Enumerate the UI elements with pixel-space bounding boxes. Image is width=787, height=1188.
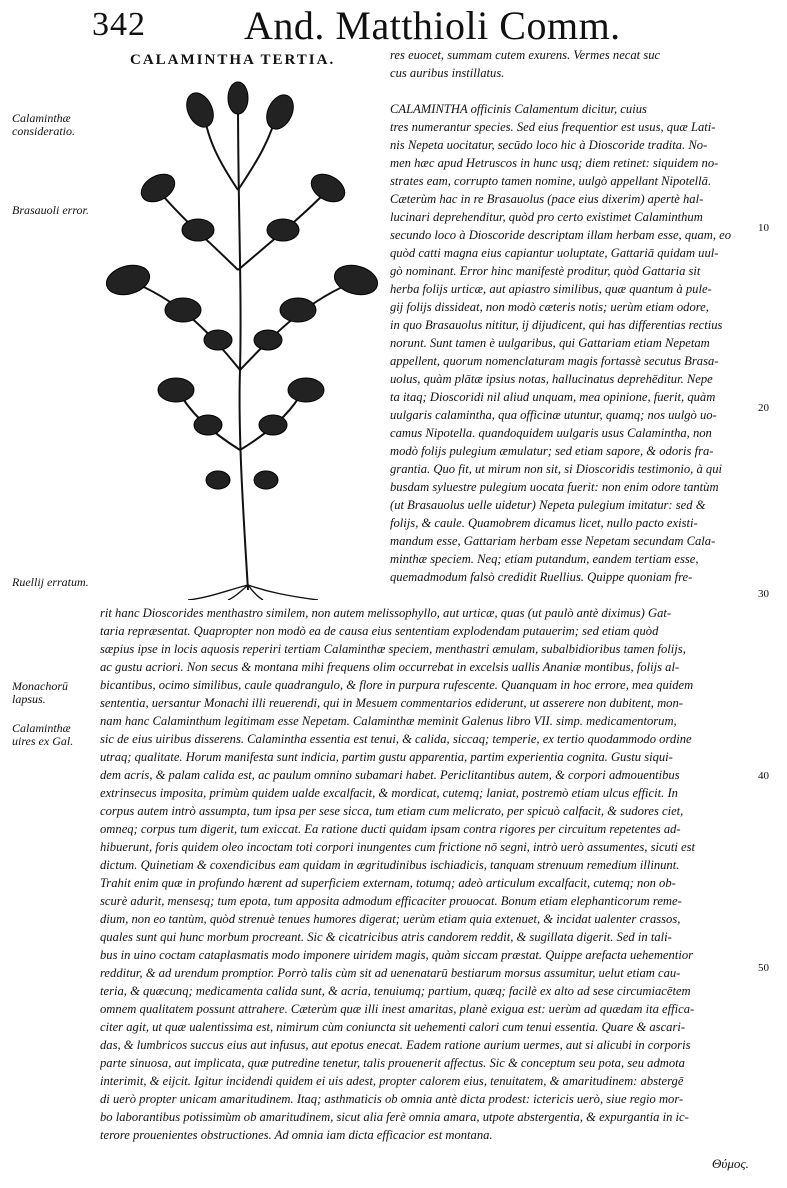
- plate-title: CALAMINTHA TERTIA.: [130, 52, 336, 68]
- text-line: ac gustu acriori. Non secus & montana mihi frequens olim occurrebat in excelsis uallis Ananiæ montibus, folijs al-: [100, 660, 680, 674]
- text-line: secundo loco à Dioscoride descriptam illam herbam esse, quam, eo: [390, 228, 732, 242]
- full-width-text: [100, 604, 768, 1144]
- text-line: utraq; qualitate. Horum manifesta sunt indicia, partim gustu apparentia, partim experientia cognita. Gustu siqui-: [100, 750, 673, 764]
- text-line: gij folijs dissideat, non modò cæteris notis; uerùm etiam odore,: [390, 300, 709, 314]
- line-number: 40: [758, 770, 769, 782]
- line-number: 30: [758, 588, 769, 600]
- catchword: Θύμος.: [712, 1156, 749, 1171]
- text-line: quales sunt qui hunc morbum procreant. Sic & cicatricibus atris candorem reddit, & sugillata digerit. Sed in tali-: [100, 930, 672, 944]
- text-line: [390, 82, 768, 100]
- text-line: taria repræsentat. Quapropter non modò ea de causa eius sententiam explodendam putauerim; sed etiam quòd: [100, 624, 659, 638]
- text-line: extrinsecus imposita, primùm quidem ualde excalfacit, & mordicat, cutemq; laniat, postremò etiam ulcus efficit. In: [100, 786, 678, 800]
- text-line: CALAMINTHA officinis Calamentum dicitur, cuius: [390, 102, 647, 116]
- margin-note: Brasauoli error.: [12, 203, 89, 217]
- text-line: dictum. Quinetiam & coxendicibus eam quidam in ægritudinibus ischiadicis, tanquam strenuum remedium illinunt.: [100, 858, 680, 872]
- text-line: minthæ speciem. Neq; etiam putandum, eandem tertiam esse,: [390, 552, 699, 566]
- text-line: omneq; corpus tum digerit, tum exiccat. Ea ratione ducti quidam ipsam contra rigores per circuitum repetentes ad-: [100, 822, 681, 836]
- text-line: gò nominant. Error hinc manifestè proditur, quòd Gattaria sit: [390, 264, 701, 278]
- text-line: interimit, & eijcit. Igitur incidendi quidem ei uis adest, propter calorem eius, tenuitatem, & amaritudinem: abstergē: [100, 1074, 684, 1088]
- text-line: men hæc apud Hetruscos in hunc usq; diem retinet: siquidem no-: [390, 156, 719, 170]
- plant-stems: [128, 100, 358, 590]
- running-title: And. Matthioli Comm.: [244, 3, 621, 48]
- line-number: 20: [758, 402, 769, 414]
- text-line: Cæterùm hac in re Brasauolus (pace eius dixerim) apertè hal-: [390, 192, 704, 206]
- text-line: appellent, quorum nomenclaturam magis fortassè secutus Brasa-: [390, 354, 719, 368]
- margin-note: Ruellij erratum.: [12, 575, 89, 589]
- text-line: grantia. Quo fit, ut mirum non sit, si Dioscoridis testimonio, à qui: [390, 462, 723, 476]
- text-line: cus auribus instillatus.: [390, 66, 505, 80]
- text-line: modò folijs pulegium æmulatur; sed etiam sapore, & odoris fra-: [390, 444, 714, 458]
- text-line: corpus autem intrò assumpta, tum ipsa per sese sicca, tum etiam cum melicrato, per spicuò calfacit, & sudores ciet,: [100, 804, 684, 818]
- text-line: dium, non eo tantùm, quòd strenuè tenues humores digerat; uerùm etiam quia extenuet, & incidat ualenter crassos,: [100, 912, 681, 926]
- text-line: uolus, quàm plātæ ipsius notas, hallucinatus deprehēditur. Nepe: [390, 372, 713, 386]
- text-line: bus in uino coctam cataplasmatis modo imponere uiridem magis, quàm siccam præstat. Quippe arefacta uehementior: [100, 948, 694, 962]
- text-line: herba folijs urticæ, aut apiastro similibus, quæ quantum à pule-: [390, 282, 712, 296]
- text-line: ta itaq; Dioscoridi nil aliud unquam, mea opinione, fuerit, quàm: [390, 390, 716, 404]
- text-line: dem acris, & palam calida est, ac paulum omnino subamari habet. Periclitantibus autem, & corpori admouentibus: [100, 768, 680, 782]
- plant-leaves: [103, 82, 381, 489]
- text-line: strates eam, corrupto tamen nomine, uulgò appellant Nipotellā.: [390, 174, 712, 188]
- calamintha-plant-illustration: [88, 70, 388, 600]
- margin-note: Calaminthæ uires ex Gal.: [12, 721, 74, 748]
- text-line: tres numerantur species. Sed eius frequentior est usus, quæ Lati-: [390, 120, 716, 134]
- text-line: sæpius ipse in locis aquosis reperiri tertiam Calaminthæ speciem, menthastri æmulam, subalbidioribus tamen folijs,: [100, 642, 686, 656]
- text-line: bicantibus, ocimo similibus, caule quadrangulo, & flore in purpura rufescente. Quanquam in hoc errore, mea quidem: [100, 678, 694, 692]
- text-line: mandum esse, Gattariam herbam esse Nepetam secundam Cala-: [390, 534, 716, 548]
- text-line: norunt. Sunt tamen è uulgaribus, qui Gattariam etiam Nepetam: [390, 336, 710, 350]
- text-line: scurè adurit, mensesq; tum epota, tum apposita admodum efficaciter prouocat. Bonum etiam elephanticorum reme-: [100, 894, 682, 908]
- text-line: uulgaris calamintha, qua officinæ utuntur, quamq; nos uulgò uo-: [390, 408, 717, 422]
- text-line: Trahit enim quæ in profundo hærent ad superficiem externam, totumq; adeò articulum excalfacit, cutemq; non ob-: [100, 876, 676, 890]
- text-line: citer agit, ut quæ ualentissima est, nimirum cùm coniuncta sit uehementi calori cum tenui essentia. Quare & ascari-: [100, 1020, 686, 1034]
- text-line: nis Nepeta uocitatur, secūdo loco hic à Dioscoride tradita. No-: [390, 138, 708, 152]
- text-line: quòd catti magna eius capiantur uoluptate, Gattariā quidam uul-: [390, 246, 719, 260]
- margin-note: Calaminthæ consideratio.: [12, 111, 75, 138]
- text-line: hibuerunt, foris quidem oleo incoctam toti corpori inungentes cum frictione nō segni, intrò uerò assumentes, sicuti est: [100, 840, 695, 854]
- text-line: res euocet, summam cutem exurens. Vermes necat suc: [390, 48, 661, 62]
- margin-note: Monachorū lapsus.: [12, 679, 68, 706]
- text-line: parte sinuosa, aut implicata, quæ putredine tenetur, talis prouenerit affectus. Sic & conceptum seu pota, seu admota: [100, 1056, 685, 1070]
- text-line: lucinari deprehenditur, quòd pro certo existimet Calaminthum: [390, 210, 703, 224]
- line-number: 10: [758, 222, 769, 234]
- plant-roots: [188, 585, 318, 600]
- text-line: sic de eius uiribus disserens. Calamintha essentia est tenui, & calida, siccaq; temperie, ex tertio quodammodo ordine: [100, 732, 692, 746]
- text-line: das, & lumbricos succus eius aut infusus, aut epotus enecat. Eadem ratione aurium uermes, aut si alicubi in corporis: [100, 1038, 691, 1052]
- text-line: rit hanc Dioscorides menthastro similem, non autem melissophyllo, aut urticæ, quas (ut paulò antè diximus) Gat-: [100, 606, 672, 620]
- line-number: 50: [758, 962, 769, 974]
- page-number: 342: [92, 6, 146, 43]
- text-line: nam hanc Calaminthum legitimam esse Nepetam. Calaminthæ meminit Galenus libro VII. simp. medicamentorum,: [100, 714, 677, 728]
- text-line: omnem qualitatem possunt attrahere. Cæterùm quæ illi inest amaritas, planè exigua est: uerùm ad quædam ita effica-: [100, 1002, 695, 1016]
- text-line: terore prouenientes obstructiones. Ad omnia iam dicta efficacior est montana.: [100, 1128, 493, 1142]
- text-line: (ut Brasauolus uelle uidetur) Nepeta pulegium imitatur: sed &: [390, 498, 706, 512]
- text-line: teria, & quæcunq; medicamenta calida sunt, & acria, tenuiumq; partium, quæq; facilè ex alto ad sese circumiacētem: [100, 984, 691, 998]
- text-line: quemadmodum falsò credidit Ruellius. Quippe quoniam fre-: [390, 570, 693, 584]
- text-line: sententia, uersantur Monachi illi reuerendi, qui in Mesuem commentarios ediderunt, ut asserere non dubitent, mon-: [100, 696, 683, 710]
- right-column: [390, 46, 768, 586]
- text-line: di uerò propter unicam amaritudinem. Itaq; asthmaticis ob omnia antè dicta prodest: ictericis uerò, siue regio mor-: [100, 1092, 684, 1106]
- text-line: camus Nipotella. quandoquidem uulgaris usus Calamintha, non: [390, 426, 712, 440]
- text-line: bo laborantibus potissimùm ob amaritudinem, sicut alia ferè omnia amara, utpote abstergentia, & expurgantia in ic-: [100, 1110, 689, 1124]
- text-line: busdam syluestre pulegium uocata fuerit: non enim odore tantùm: [390, 480, 719, 494]
- text-line: in quo Brasauolus nititur, ij dijudicent, qui has differentias rectius: [390, 318, 723, 332]
- text-line: folijs, & caule. Quamobrem dicamus licet, nullo pacto existi-: [390, 516, 698, 530]
- text-line: redditur, & ad urendum promptior. Porrò talis cùm sit ad uenenatarū bestiarum morsus assumitur, uelut etiam cau-: [100, 966, 681, 980]
